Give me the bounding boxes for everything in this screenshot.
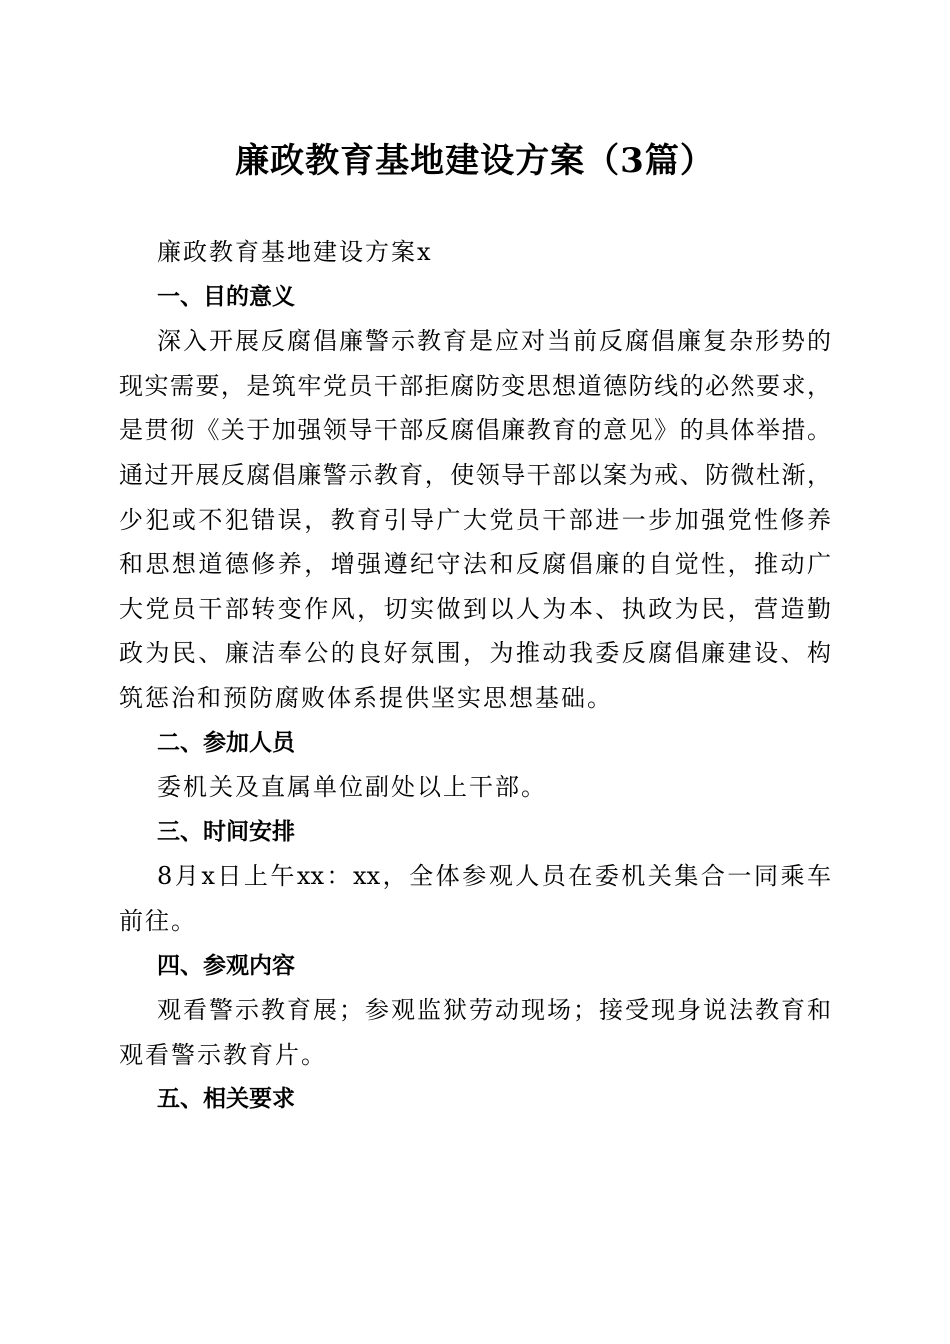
paragraph-line: 大党员干部转变作风，切实做到以人为本、执政为民，营造勤 <box>119 594 831 623</box>
paragraph-line: 少犯或不犯错误，教育引导广大党员干部进一步加强党性修养 <box>119 505 831 534</box>
paragraph-line: 是贯彻《关于加强领导干部反腐倡廉教育的意见》的具体举措。 <box>119 416 831 445</box>
paragraph-line: 深入开展反腐倡廉警示教育是应对当前反腐倡廉复杂形势的 <box>157 327 831 356</box>
paragraph-line: 观看警示教育展；参观监狱劳动现场；接受现身说法教育和 <box>157 996 831 1025</box>
section-heading-schedule: 三、时间安排 <box>157 818 295 845</box>
paragraph-line: 委机关及直属单位副处以上干部。 <box>157 773 547 802</box>
section-heading-purpose: 一、目的意义 <box>157 283 295 310</box>
document-body <box>119 230 831 1122</box>
section-heading-content: 四、参观内容 <box>157 952 295 979</box>
paragraph-line: 和思想道德修养，增强遵纪守法和反腐倡廉的自觉性，推动广 <box>119 550 831 579</box>
paragraph-line: 政为民、廉洁奉公的良好氛围，为推动我委反腐倡廉建设、构 <box>119 639 831 668</box>
section-heading-participants: 二、参加人员 <box>157 729 295 756</box>
section-heading-requirements: 五、相关要求 <box>157 1086 295 1113</box>
paragraph-line: 8月x日上午xx：xx，全体参观人员在委机关集合一同乘车 <box>157 862 831 891</box>
paragraph-line: 前往。 <box>119 906 197 935</box>
paragraph-line: 通过开展反腐倡廉警示教育，使领导干部以案为戒、防微杜渐， <box>119 460 831 489</box>
document-title: 廉政教育基地建设方案（3篇） <box>235 141 715 181</box>
document-subtitle: 廉政教育基地建设方案x <box>157 238 433 266</box>
paragraph-line: 现实需要，是筑牢党员干部拒腐防变思想道德防线的必然要求， <box>119 371 831 400</box>
paragraph-line: 观看警示教育片。 <box>119 1040 327 1069</box>
paragraph-line: 筑惩治和预防腐败体系提供坚实思想基础。 <box>119 683 613 712</box>
